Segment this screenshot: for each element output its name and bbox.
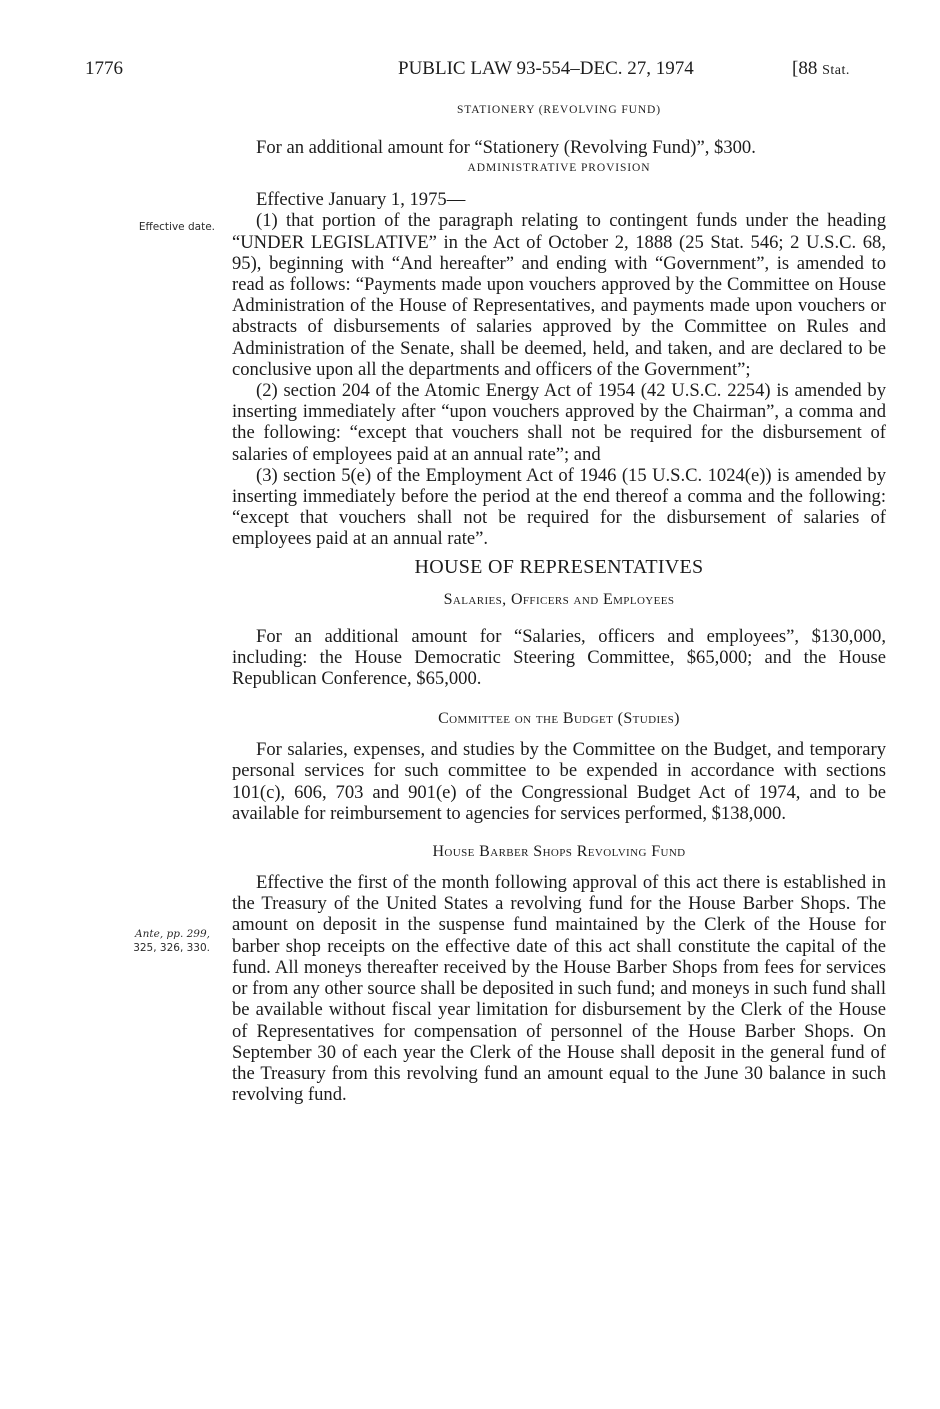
heading-committee-on-budget: Committee on the Budget (Studies) [438,710,680,728]
running-head [0,58,940,88]
statute-volume: [88 [792,58,818,79]
paragraph-salaries: For an additional amount for “Salaries, officers and employees”, $130,000, including: the House Democratic Steering Committee, $65,000; and the House Republican Conference, $65,000. [232,625,886,690]
paragraph-budget: For salaries, expenses, and studies by the Committee on the Budget, and temporary personal services for such committee to be expended in accordance with sections 101(c), 606, 703 and 901(e) of the Congressional Budget Act of 1974, and to be available for reimbursement to agencies for services performed, $138,000. [232,739,886,824]
paragraph-item-2: (2) section 204 of the Atomic Energy Act of 1954 (42 U.S.C. 2254) is amended by inserting immediately after “upon vouchers approved by the Chairman”, a comma and the following: “except that vouchers shall not be required for the disbursement of salaries of employees paid at an annual rate”; and [232,380,886,465]
heading-administrative-provision: ADMINISTRATIVE PROVISION [467,162,651,175]
paragraph-barber-shops: Effective the first of the month following approval of this act there is established in the Treasury of the United States a revolving fund for the House Barber Shops. The amount on deposit in the suspense fund maintained by the Clerk of the House for barber shop receipts on the effective date of this act shall constitute the capital of the fund. All moneys thereafter received by the House Barber Shops from fees for services or from any other source shall be deposited in such fund; and moneys in such fund shall be available without fiscal year limitation for disbursement by the Clerk of the House of Representatives for compensation of personnel of the House Barber Shops. On September 30 of each year the Clerk of the House shall deposit in the general fund of the Treasury from this revolving fund an amount equal to the June 30 balance in such revolving fund. [232,872,886,1106]
margin-note-ante-line2: 325, 326, 330. [133,942,210,954]
heading-salaries: Salaries, Officers and Employees [443,590,675,608]
heading-stationery: STATIONERY (REVOLVING FUND) [457,104,661,116]
paragraph-stationery: For an additional amount for “Stationery (Revolving Fund)”, $300. [256,137,756,158]
statute-reference [792,58,850,80]
margin-note-effective-date: Effective date. [138,221,215,233]
paragraph-item-1: (1) that portion of the paragraph relating to contingent funds under the heading “UNDER LEGISLATIVE” in the Act of October 2, 1888 (25 Stat. 546; 2 U.S.C. 68, 95), beginning with “And hereafter” and ending with “Government”, is amended to read as follows: “Payments made upon vouchers approved by the Committee on House Administration of the House of Representatives, and payments made upon vouchers or abstracts of disbursements of salaries approved by the Committee on Rules and Administration of the Senate, shall be deemed, held, and taken, and are declared to be conclusive upon all the departments and officers of the Government”; [232,210,886,380]
margin-note-ante-reference [70,927,210,955]
statute-word: Stat. [822,63,850,78]
paragraph-item-3: (3) section 5(e) of the Employment Act of 1946 (15 U.S.C. 1024(e)) is amended by inserting immediately before the period at the end thereof a comma and the following: “except that vouchers shall not be required for the disbursement of salaries of employees paid at an annual rate”. [232,464,886,550]
margin-note-ante-line1: Ante, pp. 299, [135,928,210,940]
page-number: 1776 [85,58,123,79]
paragraph-effective-intro: Effective January 1, 1975— [256,189,466,211]
heading-barber-shops: House Barber Shops Revolving Fund [432,843,686,861]
heading-house-of-representatives: HOUSE OF REPRESENTATIVES [414,555,704,578]
running-title: PUBLIC LAW 93-554–DEC. 27, 1974 [398,58,694,79]
main-text-column [232,103,886,1105]
